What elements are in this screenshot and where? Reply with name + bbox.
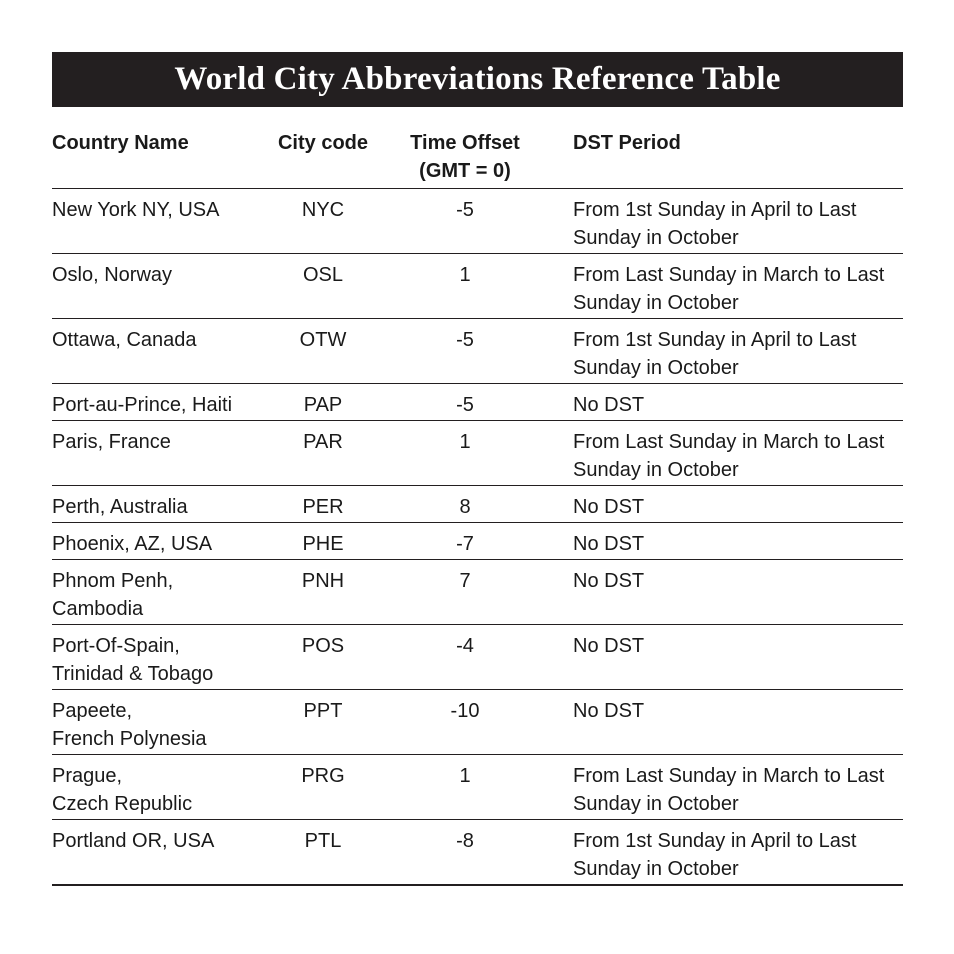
time-offset-cell: 8 xyxy=(392,486,538,523)
city-table xyxy=(52,126,903,886)
country-cell xyxy=(52,486,254,523)
table-row xyxy=(52,319,903,384)
country-name: New York NY, USA xyxy=(52,199,220,221)
city-code-cell: PER xyxy=(254,486,392,523)
country-name-line2: Trinidad & Tobago xyxy=(52,663,214,685)
time-offset-cell: -8 xyxy=(392,820,538,886)
header-offset xyxy=(392,126,538,189)
dst-period-cell: From Last Sunday in March to Last Sunday in October xyxy=(538,254,903,319)
city-code-cell: PAR xyxy=(254,421,392,486)
table-row xyxy=(52,560,903,625)
table-row xyxy=(52,690,903,755)
city-code-cell: PAP xyxy=(254,384,392,421)
table-row xyxy=(52,523,903,560)
dst-period-cell: From 1st Sunday in April to Last Sunday in October xyxy=(538,189,903,254)
city-code-cell: NYC xyxy=(254,189,392,254)
dst-period-cell: From 1st Sunday in April to Last Sunday in October xyxy=(538,319,903,384)
time-offset-cell: 1 xyxy=(392,755,538,820)
city-code-cell: OTW xyxy=(254,319,392,384)
dst-period-cell: No DST xyxy=(538,523,903,560)
dst-period-cell: No DST xyxy=(538,384,903,421)
title-bar xyxy=(52,52,903,107)
header-country: Country Name xyxy=(52,126,254,189)
city-code-cell: PRG xyxy=(254,755,392,820)
dst-period-cell: From Last Sunday in March to Last Sunday in October xyxy=(538,755,903,820)
country-name: Portland OR, USA xyxy=(52,830,215,852)
header-offset-line2: (GMT = 0) xyxy=(419,160,511,182)
city-code-cell: PTL xyxy=(254,820,392,886)
dst-period-cell: From Last Sunday in March to Last Sunday in October xyxy=(538,421,903,486)
country-name: Papeete, xyxy=(52,700,133,722)
table-row xyxy=(52,384,903,421)
dst-period-cell: From 1st Sunday in April to Last Sunday in October xyxy=(538,820,903,886)
country-name: Paris, France xyxy=(52,431,171,453)
country-cell xyxy=(52,319,254,384)
header-dst: DST Period xyxy=(538,126,903,189)
city-code-cell: OSL xyxy=(254,254,392,319)
time-offset-cell: -4 xyxy=(392,625,538,690)
city-code-cell: PHE xyxy=(254,523,392,560)
country-name: Phoenix, AZ, USA xyxy=(52,533,213,555)
country-cell xyxy=(52,690,254,755)
country-name: Perth, Australia xyxy=(52,496,188,518)
dst-period-cell: No DST xyxy=(538,560,903,625)
city-code-cell: PNH xyxy=(254,560,392,625)
dst-period-cell: No DST xyxy=(538,690,903,755)
time-offset-cell: -10 xyxy=(392,690,538,755)
table-body xyxy=(52,189,903,886)
country-cell xyxy=(52,755,254,820)
country-cell xyxy=(52,625,254,690)
dst-period-cell: No DST xyxy=(538,625,903,690)
page-title: World City Abbreviations Reference Table xyxy=(174,61,781,97)
time-offset-cell: 7 xyxy=(392,560,538,625)
dst-period-cell: No DST xyxy=(538,486,903,523)
country-name: Port-au-Prince, Haiti xyxy=(52,394,233,416)
country-name: Port-Of-Spain, xyxy=(52,635,180,657)
time-offset-cell: -5 xyxy=(392,189,538,254)
time-offset-cell: -5 xyxy=(392,319,538,384)
country-cell xyxy=(52,560,254,625)
header-offset-line1: Time Offset xyxy=(410,132,520,154)
table-row xyxy=(52,189,903,254)
country-name: Prague, xyxy=(52,765,123,787)
table-row xyxy=(52,820,903,886)
country-cell xyxy=(52,254,254,319)
table-row xyxy=(52,755,903,820)
time-offset-cell: -5 xyxy=(392,384,538,421)
country-name: Ottawa, Canada xyxy=(52,329,197,351)
country-cell xyxy=(52,384,254,421)
header-code: City code xyxy=(254,126,392,189)
country-name: Phnom Penh, xyxy=(52,570,174,592)
table-row xyxy=(52,421,903,486)
table-row xyxy=(52,254,903,319)
country-name-line2: French Polynesia xyxy=(52,728,207,750)
city-code-cell: POS xyxy=(254,625,392,690)
country-cell xyxy=(52,523,254,560)
country-name-line2: Czech Republic xyxy=(52,793,193,815)
table-row xyxy=(52,625,903,690)
city-code-cell: PPT xyxy=(254,690,392,755)
country-cell xyxy=(52,820,254,886)
country-name: Oslo, Norway xyxy=(52,264,173,286)
time-offset-cell: -7 xyxy=(392,523,538,560)
table-row xyxy=(52,486,903,523)
header-row xyxy=(52,126,903,189)
country-cell xyxy=(52,189,254,254)
time-offset-cell: 1 xyxy=(392,254,538,319)
country-cell xyxy=(52,421,254,486)
country-name-line2: Cambodia xyxy=(52,598,144,620)
time-offset-cell: 1 xyxy=(392,421,538,486)
